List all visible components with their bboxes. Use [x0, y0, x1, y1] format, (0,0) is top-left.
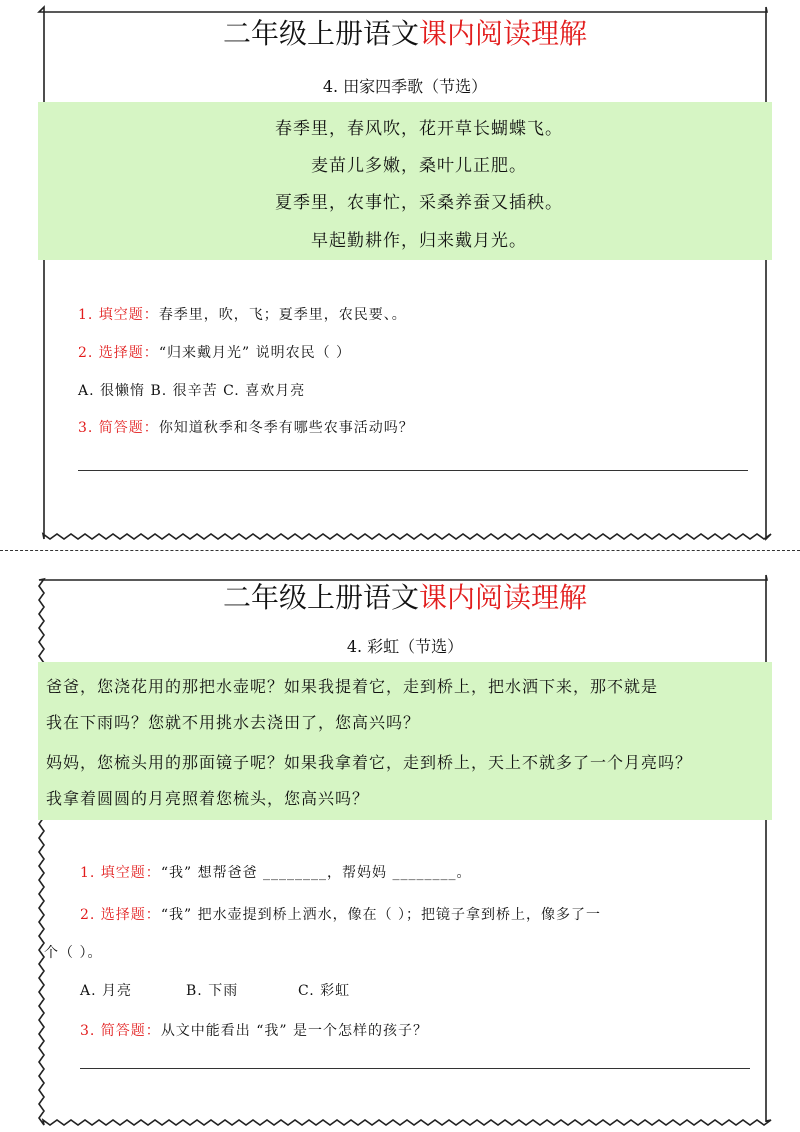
question-1: [80, 862, 471, 882]
question-label: 3. 简答题：: [78, 420, 159, 436]
passage-line: 夏季里，农事忙，采桑养蚕又插秧。: [275, 193, 563, 213]
passage-line: 春季里，春风吹，花开草长蝴蝶飞。: [275, 119, 563, 139]
question-label: 2. 选择题：: [78, 345, 159, 361]
title-red: 课内阅读理解: [419, 581, 588, 614]
question-text: 你知道秋季和冬季有哪些农事活动吗？: [158, 420, 414, 436]
question-text: 从文中能看出 “我” 是一个怎样的孩子？: [160, 1023, 429, 1039]
question-text: 春季里，吹，飞；夏季里，农民要、。: [158, 307, 407, 323]
option-a: A. 月亮: [80, 983, 133, 999]
page-title: [36, 12, 774, 52]
title-black: 二年级上册语文: [222, 581, 419, 614]
answer-line[interactable]: [78, 470, 748, 471]
question-1: [78, 304, 407, 324]
lesson-subtitle: 4. 彩虹（节选）: [346, 637, 464, 656]
page-title: [36, 576, 774, 616]
lesson-subtitle: 4. 田家四季歌（节选）: [322, 77, 488, 96]
passage-line: 我拿着圆圆的月亮照着您梳头，您高兴吗？: [46, 789, 370, 808]
question-label: 1. 填空题：: [80, 865, 161, 881]
cut-line: [0, 550, 800, 551]
passage-line: 我在下雨吗？您就不用挑水去浇田了，您高兴吗？: [46, 713, 421, 732]
passage-box: [38, 102, 772, 260]
title-black: 二年级上册语文: [222, 17, 419, 50]
option-b: B. 下雨: [186, 983, 239, 999]
worksheet-card-1: [36, 4, 774, 542]
question-label: 1. 填空题：: [78, 307, 159, 323]
question-2-continued: 个（ ）。: [44, 945, 103, 961]
question-2: [78, 342, 351, 362]
question-text: “归来戴月光” 说明农民（ ）: [158, 345, 352, 361]
passage-line: 妈妈，您梳头用的那面镜子呢？如果我拿着它，走到桥上，天上不就多了一个月亮吗？: [46, 753, 693, 772]
title-red: 课内阅读理解: [419, 17, 588, 50]
worksheet-card-2: [36, 572, 774, 1128]
question-2-options: A. 很懒惰 B. 很辛苦 C. 喜欢月亮: [78, 383, 306, 399]
question-3: [78, 417, 414, 437]
question-text: “我” 把水壶提到桥上洒水，像在（ ）；把镜子拿到桥上，像多了一: [160, 907, 602, 923]
passage-box: [38, 662, 772, 820]
passage-line: 爸爸，您浇花用的那把水壶呢？如果我提着它，走到桥上，把水洒下来，那不就是: [46, 677, 659, 696]
passage-line: 麦苗儿多嫩，桑叶儿正肥。: [311, 156, 527, 176]
question-2: [80, 904, 601, 924]
question-3: [80, 1020, 428, 1040]
question-label: 3. 简答题：: [80, 1023, 161, 1039]
option-c: C. 彩虹: [298, 983, 351, 999]
question-label: 2. 选择题：: [80, 907, 161, 923]
answer-line[interactable]: [80, 1068, 750, 1069]
question-text: “我” 想帮爸爸 ________，帮妈妈 ________。: [160, 865, 472, 881]
passage-line: 早起勤耕作，归来戴月光。: [311, 231, 527, 251]
